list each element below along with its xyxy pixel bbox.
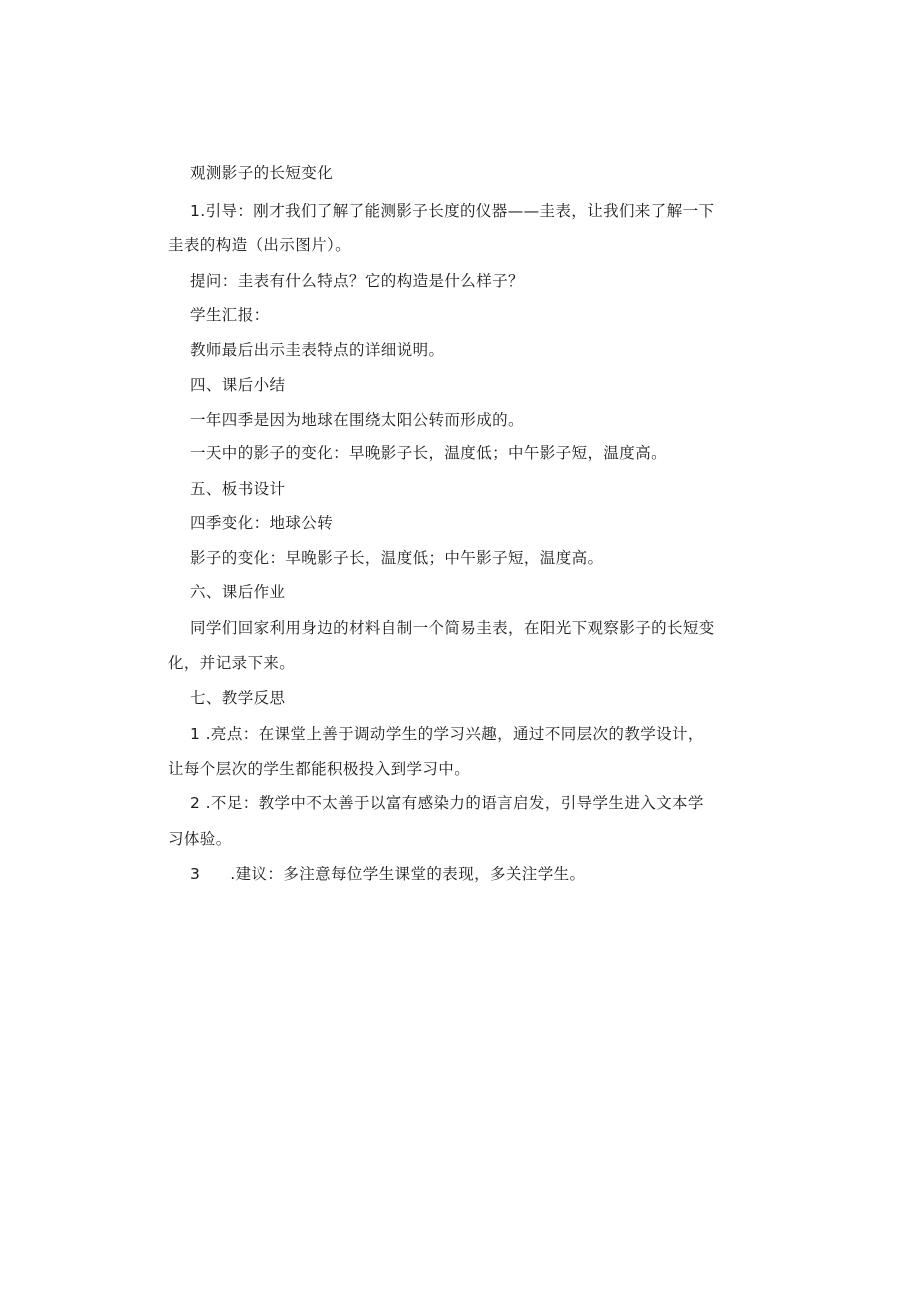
reflection-item-2-line1 bbox=[190, 793, 704, 813]
reflection-item-3-number: 3 bbox=[190, 865, 201, 883]
summary-item-1: 一年四季是因为地球在围绕太阳公转而形成的。 bbox=[190, 411, 524, 429]
teacher-show-text: 教师最后出示圭表特点的详细说明。 bbox=[190, 341, 445, 359]
heading-homework: 六、课后作业 bbox=[190, 583, 286, 601]
guide-paragraph-line2: 圭表的构造（出示图片）。 bbox=[168, 236, 352, 254]
reflection-item-2-line2: 习体验。 bbox=[168, 830, 232, 848]
homework-line2: 化，并记录下来。 bbox=[168, 654, 296, 672]
guide-paragraph-line1: 1.引导：刚才我们了解了能测影子长度的仪器——圭表，让我们来了解一下 bbox=[190, 202, 715, 220]
question-text: 提问：圭表有什么特点？它的构造是什么样子？ bbox=[190, 272, 524, 290]
section-title: 观测影子的长短变化 bbox=[190, 164, 334, 182]
homework-line1: 同学们回家利用身边的材料自制一个简易圭表，在阳光下观察影子的长短变 bbox=[190, 619, 715, 637]
reflection-item-1-number: 1 bbox=[190, 725, 201, 743]
summary-item-2: 一天中的影子的变化：早晚影子长，温度低；中午影子短，温度高。 bbox=[190, 444, 668, 462]
reflection-item-1-line1 bbox=[190, 724, 704, 744]
reflection-item-3-text: .建议：多注意每位学生课堂的表现，多关注学生。 bbox=[230, 865, 586, 883]
student-report-text: 学生汇报： bbox=[190, 306, 270, 324]
reflection-item-2-text: .不足：教学中不太善于以富有感染力的语言启发，引导学生进入文本学 bbox=[205, 794, 704, 812]
heading-reflection: 七、教学反思 bbox=[190, 689, 286, 707]
heading-summary: 四、课后小结 bbox=[190, 376, 286, 394]
reflection-item-2-number: 2 bbox=[190, 794, 201, 812]
heading-board-design: 五、板书设计 bbox=[190, 480, 286, 498]
reflection-item-3-line1 bbox=[190, 864, 585, 884]
board-item-1: 四季变化：地球公转 bbox=[190, 514, 334, 532]
board-item-2: 影子的变化：早晚影子长，温度低；中午影子短，温度高。 bbox=[190, 549, 604, 567]
reflection-item-1-text: .亮点：在课堂上善于调动学生的学习兴趣，通过不同层次的教学设计， bbox=[205, 725, 704, 743]
reflection-item-1-line2: 让每个层次的学生都能积极投入到学习中。 bbox=[168, 760, 471, 778]
